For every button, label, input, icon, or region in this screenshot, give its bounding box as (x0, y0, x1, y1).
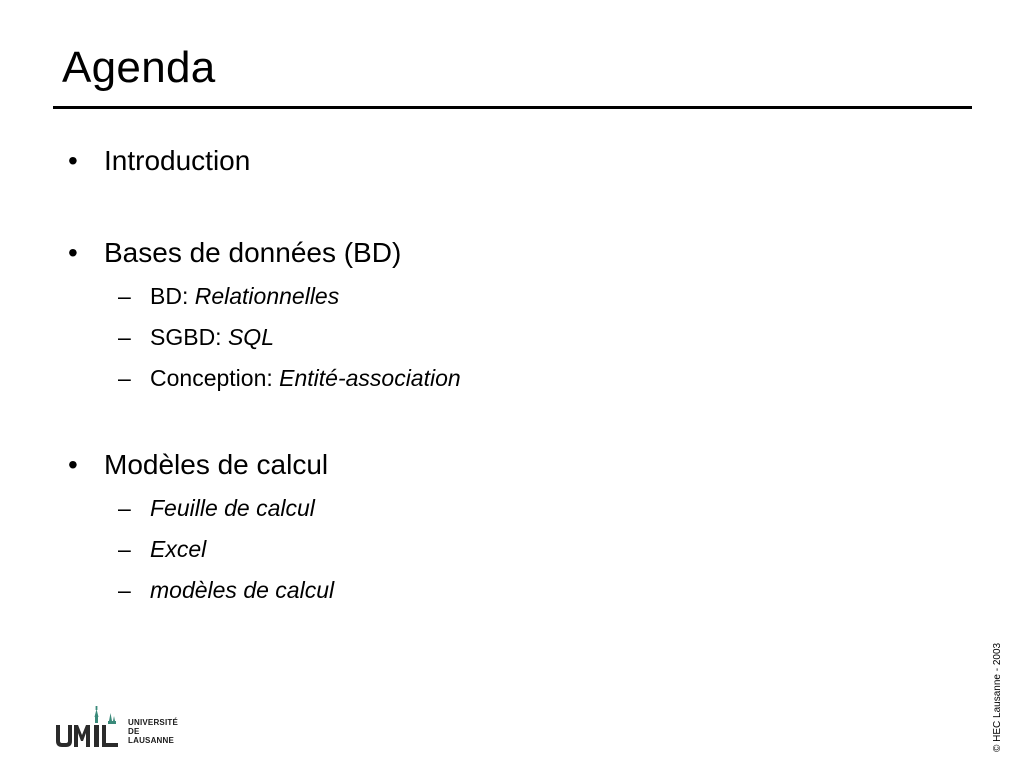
bullet-label: Introduction (104, 145, 251, 176)
subitem-marker: – (118, 495, 131, 521)
subitem-marker: – (118, 536, 131, 562)
title-underline (53, 106, 972, 109)
logo-line-3: LAUSANNE (128, 736, 175, 745)
subitem-emphasis: Entité-association (279, 365, 461, 391)
bullet-marker: • (68, 145, 78, 176)
logo-wordmark (128, 718, 178, 745)
bullet-marker: • (68, 449, 78, 480)
bullet-marker: • (68, 237, 78, 268)
subitem-emphasis: Relationnelles (194, 283, 340, 309)
subitem-excel (118, 535, 206, 563)
bullet-bases-de-donnees (68, 236, 401, 270)
subitem-marker: – (118, 283, 131, 309)
logo-line-2: DE (128, 727, 140, 736)
subitem-prefix: BD: (150, 283, 195, 309)
bullet-label: Modèles de calcul (104, 449, 329, 480)
subitem-marker: – (118, 324, 131, 350)
copyright-notice: © HEC Lausanne - 2003 (992, 642, 1003, 752)
subitem-sgbd-sql (118, 323, 274, 351)
subitem-marker: – (118, 577, 131, 603)
bullet-modeles-de-calcul (68, 448, 328, 482)
subitem-marker: – (118, 365, 131, 391)
subitem-prefix: SGBD: (150, 324, 228, 350)
logo-line-1: UNIVERSITÉ (128, 718, 179, 727)
subitem-conception-entite-association (118, 364, 461, 392)
subitem-modeles-de-calcul (118, 576, 334, 604)
slide-title: Agenda (62, 43, 216, 92)
subitem-prefix: Conception: (150, 365, 280, 391)
subitem-feuille-de-calcul (118, 494, 315, 522)
subitem-emphasis: SQL (227, 324, 274, 350)
subitem-emphasis: modèles de calcul (150, 577, 335, 603)
subitem-emphasis: Excel (150, 536, 207, 562)
bullet-introduction (68, 144, 250, 178)
bullet-label: Bases de données (BD) (104, 237, 402, 268)
subitem-emphasis: Feuille de calcul (150, 495, 315, 521)
subitem-bd-relationnelles (118, 282, 339, 310)
